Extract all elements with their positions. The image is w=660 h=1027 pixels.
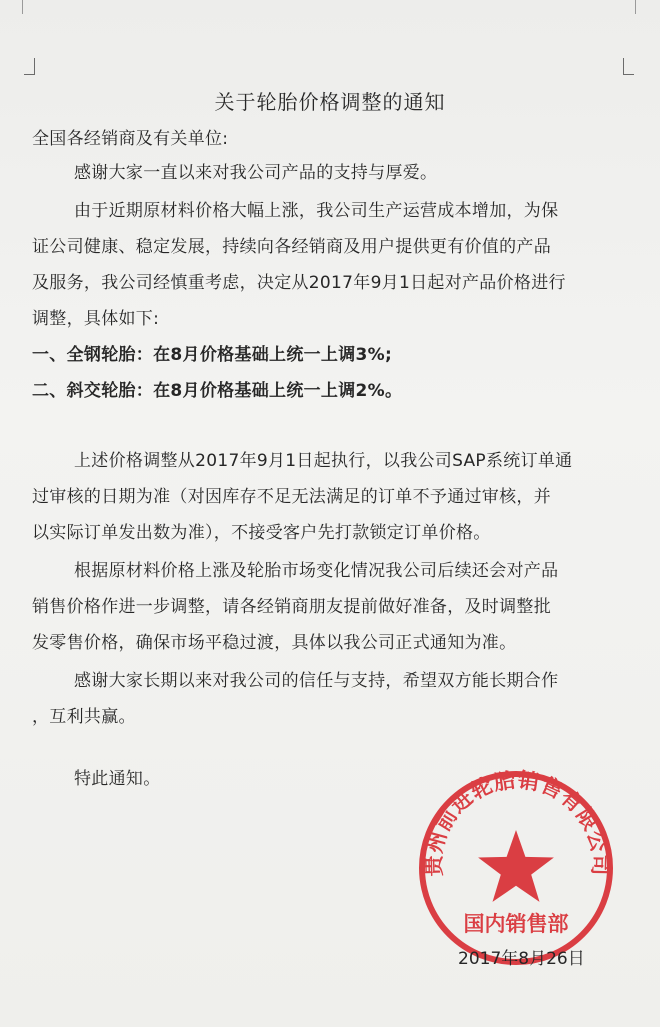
adjustment-item-2: 二、斜交轮胎：在8月价格基础上统一上调2%。: [32, 381, 403, 401]
crop-mark-top-left: [24, 58, 35, 75]
paragraph-4-line-3: 发零售价格，确保市场平稳过渡，具体以我公司正式通知为准。: [32, 633, 517, 653]
paragraph-1: 感谢大家一直以来对我公司产品的支持与厚爱。: [74, 163, 438, 183]
company-seal-stamp: [416, 768, 616, 968]
paragraph-3-line-3: 以实际订单发出数为准），不接受客户先打款锁定订单价格。: [32, 523, 491, 543]
adjustment-item-1: 一、全钢轮胎：在8月价格基础上统一上调3%;: [32, 345, 393, 365]
paragraph-2-line-3: 及服务，我公司经慎重考虑，决定从2017年9月1日起对产品价格进行: [32, 273, 566, 293]
paragraph-5-line-2: ，互利共赢。: [32, 707, 136, 727]
issue-date: 2017年8月26日: [458, 949, 585, 969]
paragraph-4-line-2: 销售价格作进一步调整，请各经销商朋友提前做好准备，及时调整批: [32, 597, 551, 617]
seal-department-text: 国内销售部: [463, 911, 569, 936]
paragraph-2-line-2: 证公司健康、稳定发展，持续向各经销商及用户提供更有价值的产品: [32, 237, 551, 257]
seal-ring-text: 贵州前进轮胎销售有限公司: [420, 768, 614, 877]
closing-remark: 特此通知。: [74, 769, 161, 789]
seal-star-icon: [478, 830, 554, 902]
paragraph-3-line-2: 过审核的日期为准（对因库存不足无法满足的订单不予通过审核，并: [32, 487, 551, 507]
notice-title: 关于轮胎价格调整的通知: [214, 90, 446, 114]
paragraph-2-line-4: 调整，具体如下:: [32, 309, 160, 329]
paragraph-5-line-1: 感谢大家长期以来对我公司的信任与支持，希望双方能长期合作: [74, 671, 559, 691]
page-top-border: [22, 0, 636, 14]
crop-mark-top-right: [623, 58, 634, 75]
paragraph-3-line-1: 上述价格调整从2017年9月1日起执行，以我公司SAP系统订单通: [74, 451, 573, 471]
paragraph-4-line-1: 根据原材料价格上涨及轮胎市场变化情况我公司后续还会对产品: [74, 561, 559, 581]
salutation: 全国各经销商及有关单位:: [32, 129, 229, 149]
paragraph-2-line-1: 由于近期原材料价格大幅上涨，我公司生产运营成本增加，为保: [74, 201, 559, 221]
